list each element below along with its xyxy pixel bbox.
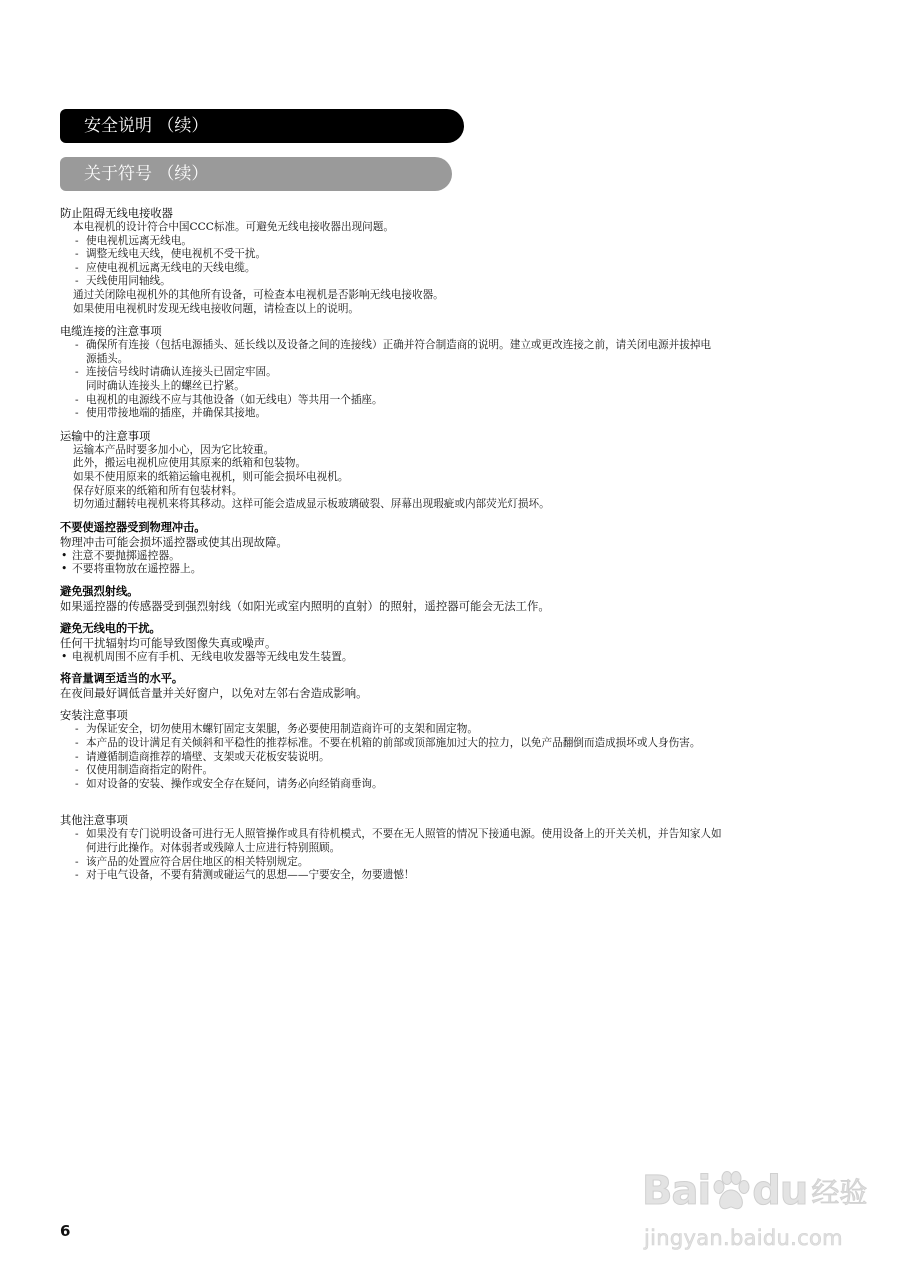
bullet-item: • 注意不要抛掷遥控器。 (60, 549, 860, 563)
section-title: 运输中的注意事项 (60, 429, 151, 443)
paragraph: 通过关闭除电视机外的其他所有设备，可检查本电视机是否影响无线电接收器。 (73, 288, 444, 301)
watermark-url: jingyan.baidu.com (644, 1226, 843, 1250)
list-item: - 该产品的处置应符合居住地区的相关特别规定。 (60, 856, 860, 870)
section-title: 将音量调至适当的水平。 (60, 672, 184, 686)
paragraph: 物理冲击可能会损坏遥控器或使其出现故障。 (60, 534, 288, 549)
list-item: - 调整无线电天线，使电视机不受干扰。 (60, 248, 860, 262)
banner-title: 安全说明 （续） (84, 116, 209, 136)
section-volume (60, 671, 860, 700)
paragraph: 运输本产品时要多加小心，因为它比较重。 (73, 443, 275, 456)
list-item: - 天线使用同轴线。 (60, 275, 860, 289)
paw-icon (711, 1170, 751, 1212)
list-item: - 使用带接地端的插座，并确保其接地。 (60, 407, 860, 421)
watermark-logo (642, 1168, 867, 1214)
paragraph: 任何干扰辐射均可能导致图像失真或噪声。 (60, 635, 277, 650)
section-install (60, 708, 860, 791)
list-item-continuation: 何进行此操作。对体弱者或残障人士应进行特别照顾。 (86, 842, 341, 855)
paragraph: 在夜间最好调低音量并关好窗户，以免对左邻右舍造成影响。 (60, 686, 368, 701)
section-banner-safety (60, 109, 464, 143)
list-item: - 如果没有专门说明设备可进行无人照管操作或具有待机模式，不要在无人照管的情况下接通电源。使用设备上的开关关机，并告知家人如 (60, 828, 860, 842)
section-title: 不要使遥控器受到物理冲击。 (60, 520, 206, 534)
paragraph: 如果不使用原来的纸箱运输电视机，则可能会损坏电视机。 (73, 470, 349, 483)
list-item: - 应使电视机远离无线电的天线电缆。 (60, 262, 860, 276)
section-title: 避免无线电的干扰。 (60, 621, 161, 635)
watermark-brand-left: Bai (642, 1168, 711, 1214)
banner-subtitle: 关于符号 （续） (84, 164, 209, 184)
section-remote (60, 520, 860, 576)
section-title: 防止阻碍无线电接收器 (60, 207, 173, 220)
section-title: 避免强烈射线。 (60, 584, 139, 598)
section-other (60, 813, 860, 882)
baidu-jingyan-watermark (640, 1148, 880, 1268)
section-banner-symbols (60, 157, 452, 191)
list-item: - 本产品的设计满足有关倾斜和平稳性的推荐标准。不要在机箱的前部或顶部施加过大的拉力，以免产品翻倒而造成损坏或人身伤害。 (60, 737, 860, 751)
section-cable (60, 324, 860, 421)
bullet-item: • 不要将重物放在遥控器上。 (60, 562, 860, 576)
section-title: 安装注意事项 (60, 709, 128, 723)
watermark-product: 经验 (811, 1176, 868, 1209)
section-light (60, 584, 860, 613)
bullet-item: • 电视机周围不应有手机、无线电收发器等无线电发生装置。 (60, 650, 860, 664)
list-item: - 确保所有连接（包括电源插头、延长线以及设备之间的连接线）正确并符合制造商的说明。建立或更改连接之前，请关闭电源并拔掉电 (60, 339, 860, 353)
section-title: 电缆连接的注意事项 (60, 325, 162, 339)
list-item: - 电视机的电源线不应与其他设备（如无线电）等共用一个插座。 (60, 394, 860, 408)
section-interference (60, 621, 860, 664)
paragraph: 如果使用电视机时发现无线电接收问题，请检查以上的说明。 (73, 302, 360, 315)
paragraph: 本电视机的设计符合中国CCC标准。可避免无线电接收器出现问题。 (73, 221, 394, 233)
list-item: - 仅使用制造商指定的附件。 (60, 764, 860, 778)
document-body (60, 206, 860, 891)
list-item-continuation: 源插头。 (86, 352, 129, 365)
watermark-brand-right: du (752, 1168, 808, 1214)
page-number: 6 (60, 1222, 71, 1240)
paragraph: 此外，搬运电视机应使用其原来的纸箱和包装物。 (73, 457, 307, 470)
list-item: - 使电视机远离无线电。 (60, 235, 860, 249)
section-transport (60, 429, 860, 512)
list-item: - 连接信号线时请确认连接头已固定牢固。 (60, 366, 860, 380)
list-item: - 请遵循制造商推荐的墙壁、支架或天花板安装说明。 (60, 751, 860, 765)
list-item: - 对于电气设备，不要有猜测或碰运气的思想——宁要安全，勿要遗憾！ (60, 869, 860, 883)
list-item: - 如对设备的安装、操作或安全存在疑问，请务必向经销商垂询。 (60, 778, 860, 792)
list-item-continuation: 同时确认连接头上的螺丝已拧紧。 (86, 379, 245, 392)
section-title: 其他注意事项 (60, 814, 128, 828)
list-item: - 为保证安全，切勿使用木螺钉固定支架腿，务必要使用制造商许可的支架和固定物。 (60, 723, 860, 737)
paragraph: 如果遥控器的传感器受到强烈射线（如阳光或室内照明的直射）的照射，遥控器可能会无法工作。 (60, 598, 550, 613)
paragraph: 保存好原来的纸箱和所有包装材料。 (73, 484, 243, 497)
section-radio (60, 206, 860, 316)
paragraph: 切勿通过翻转电视机来将其移动。这样可能会造成显示板玻璃破裂、屏幕出现瑕疵或内部荧光灯损坏。 (73, 498, 550, 511)
spacer (60, 799, 860, 813)
